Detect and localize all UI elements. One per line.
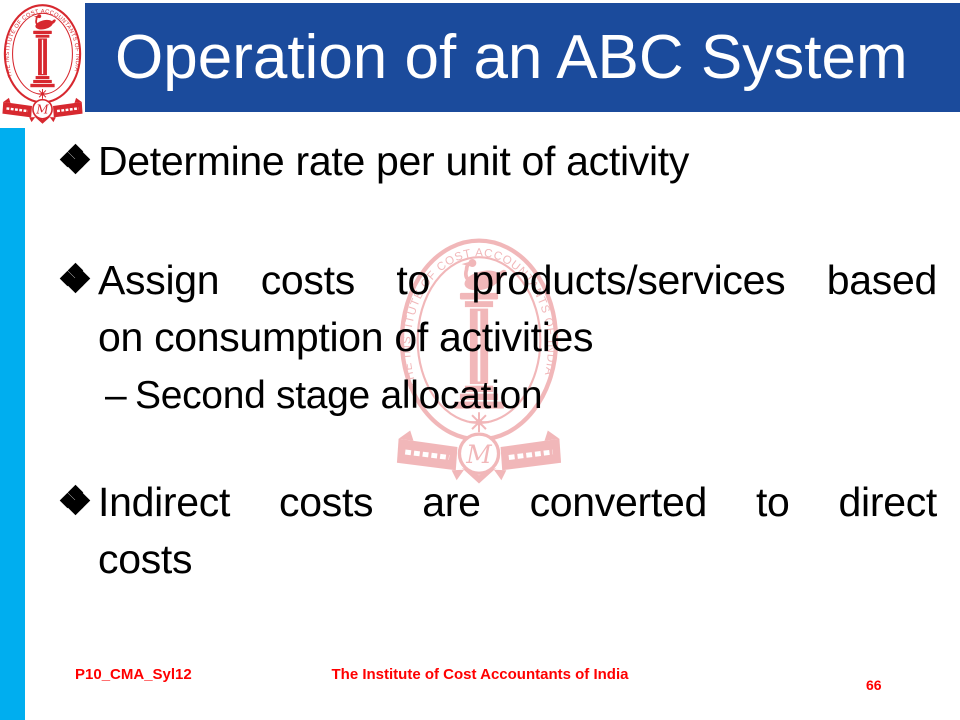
bullet-text: Determine rate per unit of activity: [98, 138, 690, 184]
slide-page-number: 66: [866, 677, 882, 693]
bullet-item-1: [60, 133, 937, 190]
dash-bullet-marker: –: [105, 374, 127, 417]
slide-title: Operation of an ABC System: [115, 22, 908, 92]
title-bar: [85, 3, 960, 112]
bullet-item-2: [60, 252, 937, 366]
bullet-item-3: [60, 474, 937, 588]
left-accent-strip: [0, 128, 25, 720]
sub-bullet-text: Second stage allocation: [135, 374, 543, 417]
footer-institute-name: The Institute of Cost Accountants of India: [331, 666, 629, 683]
four-diamond-bullet-icon: [60, 144, 90, 174]
four-diamond-bullet-icon: [60, 485, 90, 515]
sub-bullet-item: [60, 371, 937, 421]
institute-logo: [0, 0, 85, 128]
four-diamond-bullet-icon: [60, 263, 90, 293]
footer-course-code: P10_CMA_Syl12: [75, 666, 192, 683]
bullet-text-line1: Indirect costs are converted to direct: [98, 479, 937, 525]
bullet-text-line1: Assign costs to products/services based: [98, 257, 937, 303]
bullet-text-line2: on consumption of activities: [98, 314, 594, 360]
bullet-text-line2: costs: [98, 536, 193, 582]
institute-emblem-icon: [2, 2, 83, 125]
